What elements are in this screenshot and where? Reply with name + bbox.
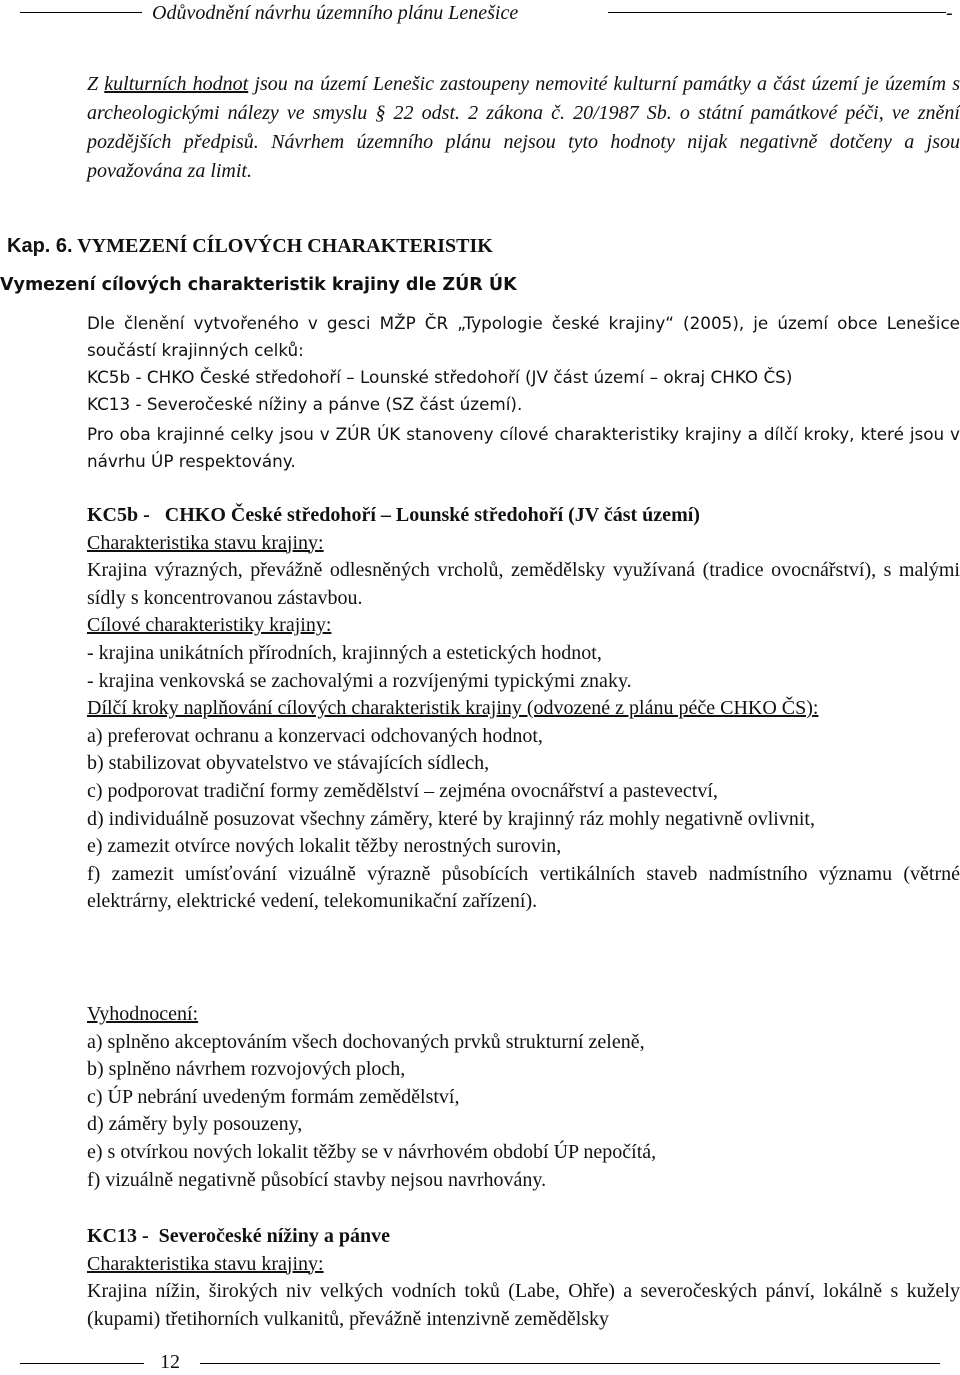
kc5b-eval-item: c) ÚP nebrání uvedeným formám zemědělství, [87, 1085, 460, 1108]
chapter-title: VYMEZENÍ CÍLOVÝCH CHARAKTERISTIK [72, 235, 493, 257]
kc5b-target-label: Cílové charakteristiky krajiny: [87, 614, 332, 637]
footer-rule-left [20, 1363, 144, 1364]
kc5b-eval-label: Vyhodnocení: [87, 1003, 199, 1025]
page-number: 12 [160, 1351, 180, 1373]
overview-unit-kc5b: KC5b - CHKO České středohoří – Lounské středohoří (JV část území – okraj CHKO ČS) [87, 367, 793, 387]
overview-units [87, 364, 960, 418]
chapter-number: Kap. 6. [7, 235, 73, 257]
kc5b-target-item: - krajina venkovská se zachovalými a rozvíjenými typickými znaky. [87, 669, 632, 692]
kc5b-state-text: Krajina výrazných, převážně odlesněných vrcholů, zemědělsky využívaná (tradice ovocnářství), s malými sídly s koncentrovanou zástavbou. [87, 559, 960, 609]
kc5b-state-label: Charakteristika stavu krajiny: [87, 531, 324, 554]
kc5b-target-item: - krajina unikátních přírodních, krajinných a estetických hodnot, [87, 641, 602, 664]
kc5b-eval-item: b) splněno návrhem rozvojových ploch, [87, 1058, 406, 1081]
kc5b-eval-item: d) záměry byly posouzeny, [87, 1113, 303, 1136]
kc5b-eval-item: e) s otvírkou nových lokalit těžby se v návrhovém období ÚP nepočítá, [87, 1140, 657, 1163]
kc5b-step-item: b) stabilizovat obyvatelstvo ve stávajících sídlech, [87, 752, 490, 775]
kc5b-section [87, 502, 960, 916]
kc5b-eval-item: f) vizuálně negativně působící stavby nejsou navrhovány. [87, 1168, 547, 1191]
header-rule-left [20, 12, 142, 13]
kc5b-heading: KC5b - CHKO České středohoří – Lounské středohoří (JV část území) [87, 504, 700, 526]
kc5b-steps-label: Dílčí kroky naplňování cílových charakteristik krajiny (odvozené z plánu péče CHKO ČS): [87, 697, 819, 720]
running-header-title: Odůvodnění návrhu územního plánu Lenešice [152, 2, 519, 24]
kc5b-step-item: d) individuálně posuzovat všechny záměry, které by krajinný ráz mohly negativně ovlivnit, [87, 807, 815, 830]
kc5b-evaluation [87, 1001, 960, 1194]
kc13-state-text: Krajina nížin, širokých niv velkých vodních toků (Labe, Ohře) a severočeských pánví, lokálně s kužely (kupami) třetihorních vulkanitů, převážně intenzivně zemědělsky [87, 1280, 960, 1330]
overview-paragraph-2: Pro oba krajinné celky jsou v ZÚR ÚK stanoveny cílové charakteristiky krajiny a dílčí kroky, které jsou v návrhu ÚP respektovány. [87, 424, 960, 471]
header-dash: - [946, 2, 953, 24]
overview-paragraph-1: Dle členění vytvořeného v gesci MŽP ČR „Typologie české krajiny“ (2005), je území obce Lenešice součástí krajinných celků: [87, 313, 960, 360]
overview-unit-kc13: KC13 - Severočeské nížiny a pánve (SZ část území). [87, 394, 523, 414]
chapter-heading [7, 232, 493, 260]
intro-lead: Z [87, 73, 105, 95]
kc5b-step-item: e) zamezit otvírce nových lokalit těžby nerostných surovin, [87, 835, 562, 858]
kc13-state-label: Charakteristika stavu krajiny: [87, 1252, 324, 1275]
kc5b-step-item: f) zamezit umísťování vizuálně výrazně působících vertikálních staveb nadmístního významu (větrné elektrárny, elektrické vedení, telekomunikační zařízení). [87, 862, 960, 913]
intro-text: jsou na území Lenešic zastoupeny nemovité kulturní památky a část území je územím s archeologickými nálezy ve smyslu § 22 odst. 2 zákona č. 20/1987 Sb. o státní památkové péči, ve znění pozdějších předpisů. Návrhem územního plánu nejsou tyto hodnoty nijak negativně dotčeny a jsou považována za limit. [87, 73, 960, 182]
header-rule-right [608, 12, 946, 13]
kc5b-step-item: a) preferovat ochranu a konzervaci odchovaných hodnot, [87, 724, 543, 747]
intro-paragraph [87, 70, 960, 186]
section-subheading: Vymezení cílových charakteristik krajiny dle ZÚR ÚK [0, 275, 517, 295]
kc5b-eval-item: a) splněno akceptováním všech dochovaných prvků strukturní zeleně, [87, 1030, 645, 1053]
footer-rule-right [200, 1363, 940, 1364]
kc13-heading: KC13 - Severočeské nížiny a pánve [87, 1225, 390, 1247]
intro-cultural-values: kulturních hodnot [104, 73, 249, 95]
kc13-section [87, 1223, 960, 1333]
kc5b-step-item: c) podporovat tradiční formy zemědělství – zejména ovocnářství a pastevectví, [87, 779, 718, 802]
